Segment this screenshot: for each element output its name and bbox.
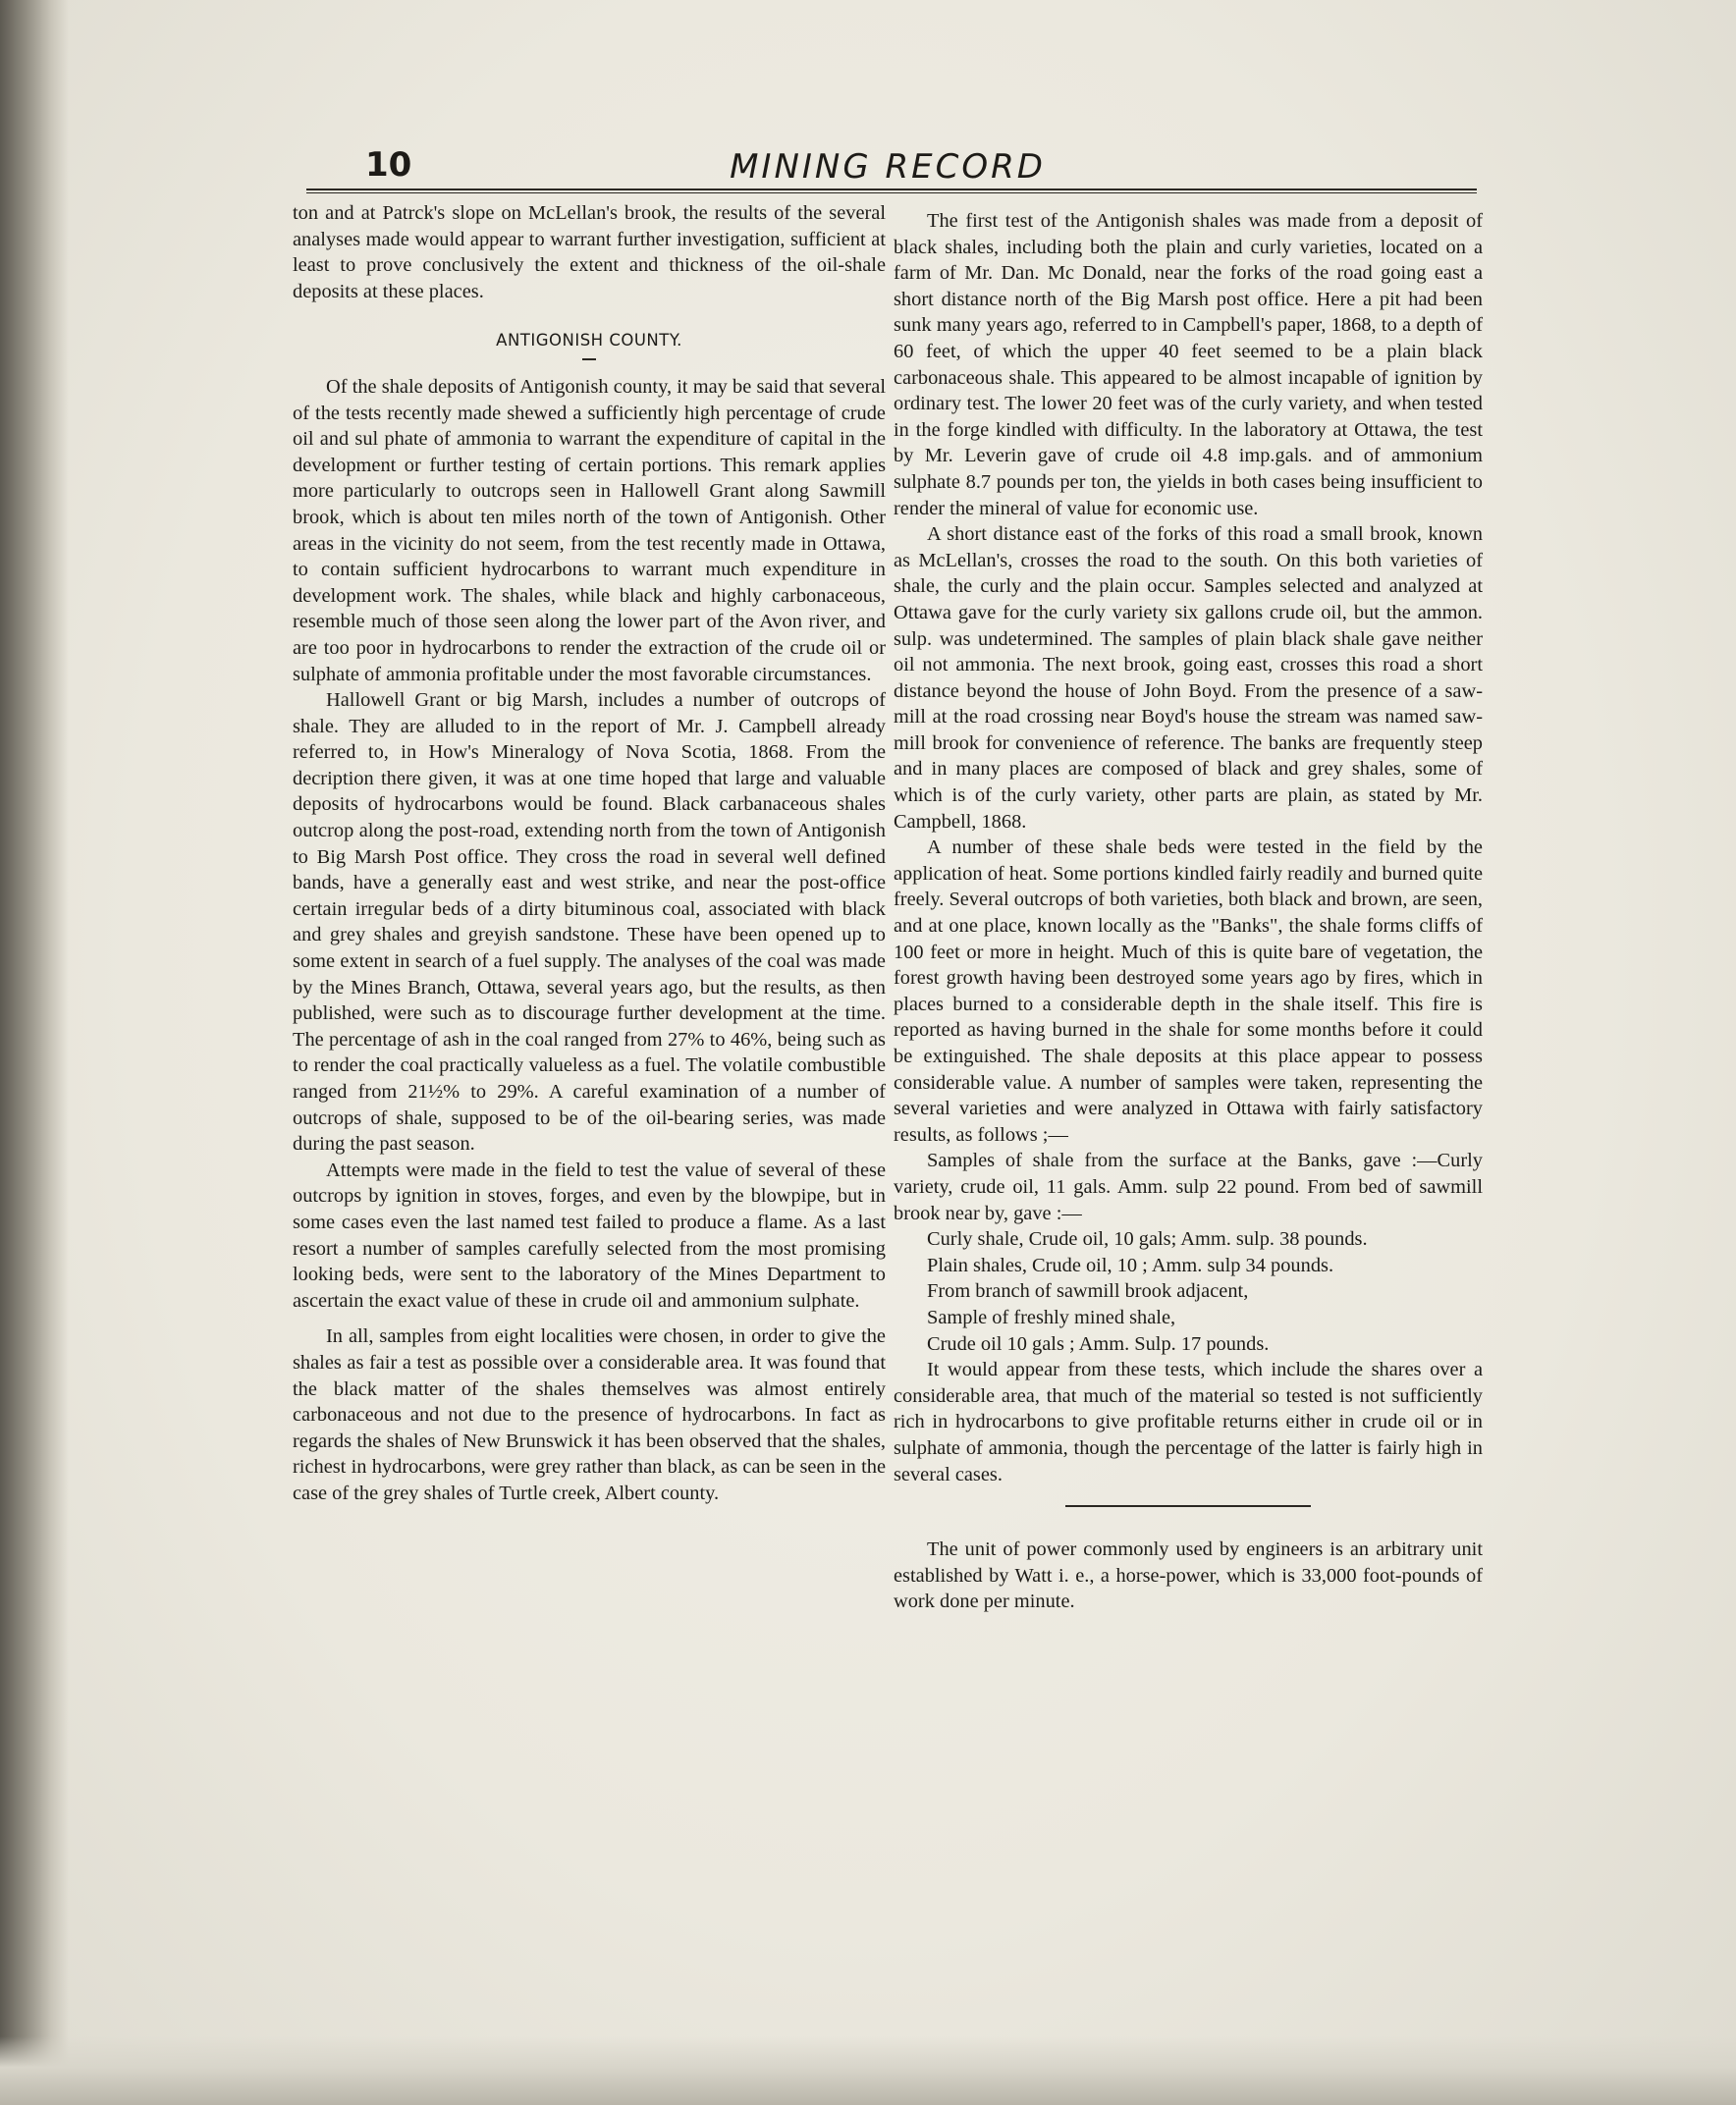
paragraph: Hallowell Grant or big Marsh, includes a number of outcrops of shale. They are alluded to in the report of Mr. J. Campbell already referred to, in How's Mineralogy of Nova Scotia, 1868. From the decription there given, it was at one time hoped that large and valuable deposits of hydrocarbons would be found. Black carbanaceous shales outcrop along the post-road, extending north from the town of Antigonish to Big Marsh Post office. They cross the road in several well defined bands, have a generally east and west strike, and near the post-office certain irregular beds of a dirty bituminous coal, associated with black and grey shales and greyish sandstone. These have been opened up to some extent in search of a fuel supply. The analyses of the coal was made by the Mines Branch, Ottawa, several years ago, but the results, as then published, were such as to discourage further development at the time. The percentage of ash in the coal ranged from 27% to 46%, being such as to render the coal practically valueless as a fuel. The volatile combustible ranged from 21½% to 29%. A careful examination of a number of outcrops of shale, supposed to be of the oil-bearing series, was made during the past season.: [293, 689, 886, 1156]
right-column: [894, 208, 1483, 1615]
page-header: [306, 145, 1469, 189]
page-number: 10: [365, 145, 412, 185]
header-rule: [306, 189, 1477, 193]
section-heading: ANTIGONISH COUNTY.: [496, 331, 682, 351]
journal-title: MINING RECORD: [730, 147, 1046, 187]
paragraph: Of the shale deposits of Antigonish county, it may be said that several of the tests recently made shewed a sufficiently high percentage of crude oil and sul phate of ammonia to warrant the expenditure of capital in the development or further testing of certain portions. This remark applies more particularly to outcrops seen in Hallowell Grant along Sawmill brook, which is about ten miles north of the town of Antigonish. Other areas in the vicinity do not seem, from the test recently made in Ottawa, to contain sufficient hydrocarbons to warrant much expenditure in development work. The shales, while black and highly carbonaceous, resemble much of those seen along the lower part of the Avon river, and are too poor in hydrocarbons to render the extraction of the crude oil or sulphate of ammonia profitable under the most favorable circumstances.: [293, 375, 886, 685]
results-line: Crude oil 10 gals ; Amm. Sulp. 17 pounds.: [927, 1332, 1270, 1355]
paragraph: A short distance east of the forks of this road a small brook, known as McLellan's, crosses the road to the south. On this both varieties of shale, the curly and the plain occur. Samples selected and analyzed at Ottawa gave for the curly variety six gallons crude oil, but the ammon. sulp. was undetermined. The samples of plain black shale gave neither oil not ammonia. The next brook, going east, crosses this road a short distance beyond the house of John Boyd. From the presence of a saw-mill at the road crossing near Boyd's house the stream was named saw-mill brook for convenience of reference. The banks are frequently steep and in many places are composed of black and grey shales, some of which is of the curly variety, other parts are plain, as stated by Mr. Campbell, 1868.: [894, 523, 1483, 833]
paragraph: In all, samples from eight localities were chosen, in order to give the shales as fair a test as possible over a considerable area. It was found that the black matter of the shales themselves was almost entirely carbonaceous and not due to the presence of hydrocarbons. In fact as regards the shales of New Brunswick it has been observed that the shales, richest in hydrocarbons, were grey rather than black, as can be seen in the case of the grey shales of Turtle creek, Albert county.: [293, 1325, 886, 1504]
paragraph: A number of these shale beds were tested in the field by the application of heat. Some portions kindled fairly readily and burned quite freely. Several outcrops of both varieties, both black and brown, are seen, and at one place, known locally as the "Banks", the shale forms cliffs of 100 feet or more in height. Much of this is quite bare of vegetation, the forest growth having been destroyed some years ago by fires, which in places burned to a considerable depth in the shale itself. This fire is reported as having burned in the shale for some months before it could be extinguished. The shale deposits at this place appear to possess considerable value. A number of samples were taken, representing the several varieties and were analyzed in Ottawa with fairly satisfactory results, as follows ;—: [894, 837, 1483, 1146]
results-line: Plain shales, Crude oil, 10 ; Amm. sulp 34 pounds.: [927, 1254, 1334, 1276]
paragraph: Attempts were made in the field to test the value of several of these outcrops by ignition in stoves, forges, and even by the blowpipe, but in some cases even the last named test failed to produce a flame. As a last resort a number of samples carefully selected from the most promising looking beds, were sent to the laboratory of the Mines Department to ascertain the exact value of these in crude oil and ammonium sulphate.: [293, 1159, 886, 1312]
article-divider: [1065, 1505, 1311, 1507]
page-binding-shadow: [0, 0, 69, 2105]
left-column: [293, 200, 886, 1507]
paragraph: Curly shale, Crude oil, 10 gals; Amm. sulp. 38 pounds.: [927, 1228, 1368, 1251]
paragraph: The first test of the Antigonish shales was made from a deposit of black shales, including both the plain and curly varieties, located on a farm of Mr. Dan. Mc Donald, near the forks of the road going east a short distance north of the Big Marsh post office. Here a pit had been sunk many years ago, referred to in Campbell's paper, 1868, to a depth of 60 feet, of which the upper 40 feet seemed to be a plain black carbonaceous shale. This appeared to be almost incapable of ignition by ordinary test. The lower 20 feet was of the curly variety, and when tested in the forge kindled with difficulty. In the laboratory at Ottawa, the test by Mr. Leverin gave of crude oil 4.8 imp.gals. and of ammonium sulphate 8.7 pounds per ton, the yields in both cases being insufficient to render the mineral of value for economic use.: [894, 210, 1483, 519]
paragraph: Samples of shale from the surface at the Banks, gave :—Curly variety, crude oil, 11 gals. Amm. sulp 22 pound. From bed of sawmill brook near by, gave :—: [894, 1150, 1483, 1224]
intro-paragraph: ton and at Patrck's slope on McLellan's brook, the results of the several analyses made would appear to warrant further investigation, sufficient at least to prove conclusively the extent and thickness of the oil-shale deposits at these places.: [293, 202, 886, 302]
page-bottom-edge: [0, 2036, 1736, 2105]
paragraph: It would appear from these tests, which include the shares over a considerable area, that much of the material so tested is not sufficiently rich in hydrocarbons to give profitable returns either in crude oil or in sulphate of ammonia, though the percentage of the latter is fairly high in several cases.: [894, 1359, 1483, 1485]
heading-dash: [582, 358, 596, 360]
results-line: From branch of sawmill brook adjacent,: [927, 1280, 1249, 1303]
results-line: Sample of freshly mined shale,: [927, 1306, 1176, 1328]
paragraph: The unit of power commonly used by engineers is an arbitrary unit established by Watt i. e., a horse-power, which is 33,000 foot-pounds of work done per minute.: [894, 1538, 1483, 1613]
